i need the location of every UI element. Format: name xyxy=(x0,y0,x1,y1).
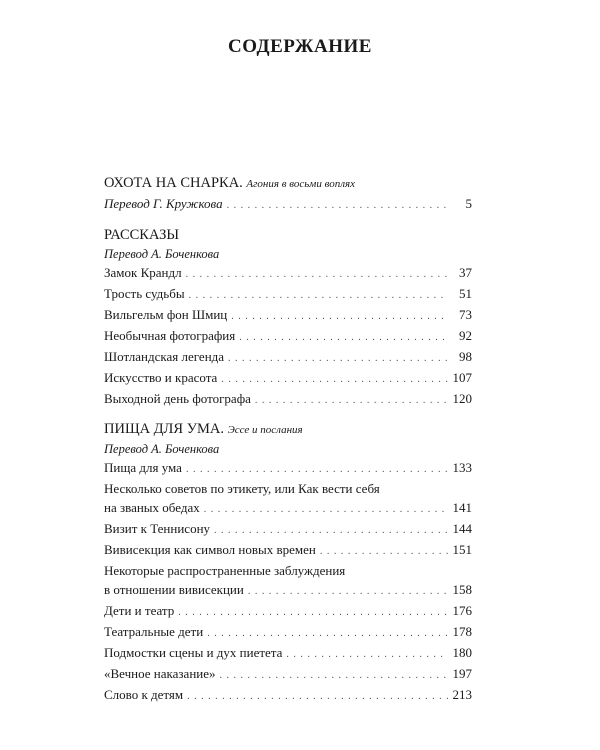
toc-entry xyxy=(104,284,472,305)
page-number: 73 xyxy=(459,307,472,322)
toc-entry xyxy=(104,305,472,326)
section-heading-text: ПИЩА ДЛЯ УМА. xyxy=(104,421,224,437)
toc-entry xyxy=(104,643,472,664)
entry-title: Подмостки сцены и дух пиетета xyxy=(104,645,283,660)
toc-entry xyxy=(104,347,472,368)
leader-dots xyxy=(286,645,448,664)
toc-entry xyxy=(104,194,472,215)
page-number: 144 xyxy=(452,521,472,536)
leader-dots xyxy=(228,349,448,368)
leader-dots xyxy=(189,286,448,305)
entry-title: Слово к детям xyxy=(104,687,184,702)
entry-title: Пища для ума xyxy=(104,460,182,475)
toc-entry xyxy=(104,519,472,540)
page-number: 178 xyxy=(452,624,472,639)
page-number: 180 xyxy=(452,645,472,660)
entry-title: Шотландская легенда xyxy=(104,349,225,364)
section-snark-heading xyxy=(104,174,472,194)
leader-dots xyxy=(186,460,448,479)
entry-title-first-line: Некоторые распространенные заблуждения xyxy=(104,563,346,578)
section-subtitle: Эссе и послания xyxy=(227,424,303,436)
page-number: 98 xyxy=(459,349,472,364)
page-number: 120 xyxy=(452,391,472,406)
page-number: 176 xyxy=(452,603,472,618)
entry-title: Замок Крандл xyxy=(104,265,182,280)
toc-entry xyxy=(104,263,472,284)
page-number: 197 xyxy=(452,666,472,681)
entry-title-first-line: Несколько советов по этикету, или Как вести себя xyxy=(104,481,380,496)
toc-entry xyxy=(104,601,472,622)
entry-title: Вильгельм фон Шмиц xyxy=(104,307,228,322)
entry-title: Искусство и красота xyxy=(104,370,218,385)
entry-title: Вивисекция как символ новых времен xyxy=(104,542,316,557)
translator-credit: Перевод А. Боченкова xyxy=(104,247,220,261)
page-number: 107 xyxy=(452,370,472,385)
page-number: 37 xyxy=(459,265,472,280)
section-subtitle: Агония в восьми воплях xyxy=(246,178,355,190)
entry-title: Необычная фотография xyxy=(104,328,236,343)
entry-title: «Вечное наказание» xyxy=(104,666,216,681)
leader-dots xyxy=(231,307,448,326)
entry-title: Дети и театр xyxy=(104,603,175,618)
leader-dots xyxy=(221,370,448,389)
page-number: 151 xyxy=(452,542,472,557)
page-number: 5 xyxy=(465,196,472,211)
leader-dots xyxy=(204,500,448,519)
toc-entry xyxy=(104,368,472,389)
toc-entry xyxy=(104,622,472,643)
toc-entry xyxy=(104,580,472,601)
page-number: 141 xyxy=(452,500,472,515)
section-heading-text: РАССКАЗЫ xyxy=(104,227,179,243)
page-number: 133 xyxy=(452,460,472,475)
section-heading-text: ОХОТА НА СНАРКА. xyxy=(104,175,243,191)
leader-dots xyxy=(248,582,448,601)
entry-title: на званых обедах xyxy=(104,500,200,515)
translator-credit: Перевод А. Боченкова xyxy=(104,442,220,456)
page-number: 213 xyxy=(452,687,472,702)
leader-dots xyxy=(187,687,448,706)
page-number: 51 xyxy=(459,286,472,301)
entry-title: Театральные дети xyxy=(104,624,204,639)
leader-dots xyxy=(320,542,448,561)
entry-title: в отношении вивисекции xyxy=(104,582,244,597)
page-number: 158 xyxy=(452,582,472,597)
leader-dots xyxy=(214,521,448,540)
section-essays-heading xyxy=(104,420,472,440)
leader-dots xyxy=(220,666,449,685)
leader-dots xyxy=(239,328,448,347)
section-stories-heading xyxy=(104,226,472,245)
toc-entry xyxy=(104,458,472,479)
table-of-contents xyxy=(104,174,472,706)
leader-dots xyxy=(186,265,448,284)
toc-entry xyxy=(104,685,472,706)
entry-title: Выходной день фотографа xyxy=(104,391,251,406)
toc-entry xyxy=(104,540,472,561)
leader-dots xyxy=(207,624,448,643)
page-title: СОДЕРЖАНИЕ xyxy=(228,36,372,57)
toc-entry xyxy=(104,664,472,685)
toc-entry xyxy=(104,326,472,347)
toc-entry xyxy=(104,389,472,410)
translator-credit: Перевод Г. Кружкова xyxy=(104,196,223,211)
entry-title: Визит к Теннисону xyxy=(104,521,211,536)
toc-entry xyxy=(104,498,472,519)
leader-dots xyxy=(255,391,448,410)
leader-dots xyxy=(178,603,448,622)
page-number: 92 xyxy=(459,328,472,343)
leader-dots xyxy=(227,196,448,215)
entry-title: Трость судьбы xyxy=(104,286,185,301)
